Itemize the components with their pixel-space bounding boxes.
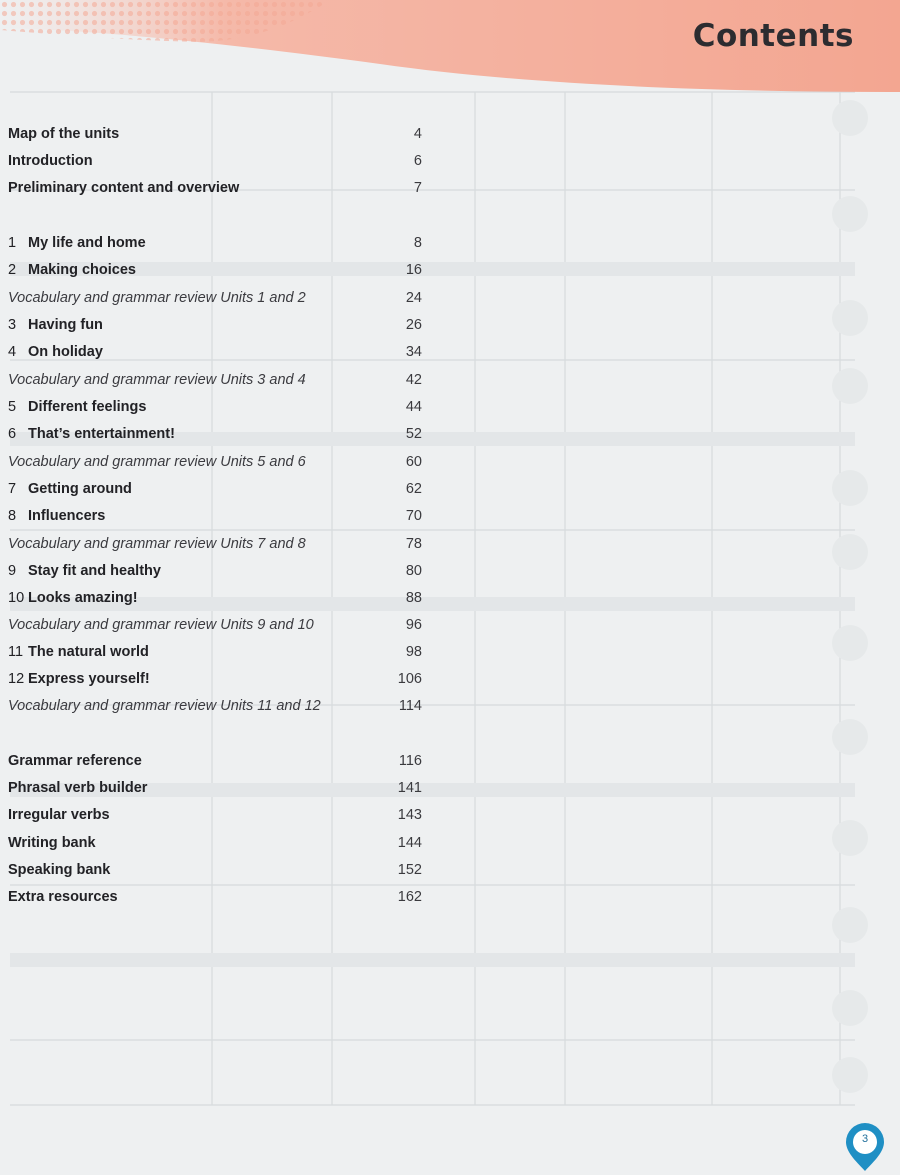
toc-entry[interactable] bbox=[8, 889, 422, 911]
toc-review-entry[interactable] bbox=[8, 617, 422, 639]
unit-title: Express yourself! bbox=[28, 671, 150, 687]
toc-entry-page: 60 bbox=[405, 454, 422, 470]
toc-entry[interactable] bbox=[8, 153, 422, 175]
toc-entry[interactable] bbox=[8, 126, 422, 148]
toc-entry[interactable] bbox=[8, 862, 422, 884]
unit-title: Getting around bbox=[28, 481, 132, 497]
toc-unit-entry[interactable] bbox=[8, 563, 422, 585]
toc-entry-page: 62 bbox=[405, 481, 422, 497]
unit-number: 11 bbox=[8, 644, 24, 660]
toc-entry-page: 141 bbox=[397, 780, 422, 796]
toc-entry-page: 70 bbox=[405, 508, 422, 524]
toc-entry-page: 114 bbox=[398, 698, 422, 714]
toc-entry[interactable] bbox=[8, 835, 422, 857]
review-title: Vocabulary and grammar review Units 3 and 4 bbox=[8, 372, 306, 388]
toc-entry-page: 106 bbox=[397, 671, 422, 687]
unit-title: Looks amazing! bbox=[28, 590, 138, 606]
toc-entry-label: Writing bank bbox=[8, 835, 96, 851]
unit-number: 12 bbox=[8, 671, 25, 687]
toc-entry-page: 116 bbox=[398, 753, 422, 769]
review-title: Vocabulary and grammar review Units 9 and 10 bbox=[8, 617, 314, 633]
page-number: 3 bbox=[861, 1133, 869, 1145]
toc-entry-page: 6 bbox=[413, 153, 422, 169]
unit-number: 1 bbox=[8, 235, 17, 251]
toc-entry-page: 78 bbox=[405, 536, 422, 552]
review-title: Vocabulary and grammar review Units 1 and 2 bbox=[8, 290, 306, 306]
toc-entry-page: 26 bbox=[405, 317, 422, 333]
toc-entry-label: Speaking bank bbox=[8, 862, 111, 878]
toc-unit-entry[interactable] bbox=[8, 590, 422, 612]
review-title: Vocabulary and grammar review Units 11 and 12 bbox=[8, 698, 321, 714]
toc-entry-page: 162 bbox=[397, 889, 422, 905]
toc-entry-label: Grammar reference bbox=[8, 753, 142, 769]
toc-entry-label: Map of the units bbox=[8, 126, 120, 142]
toc-review-entry[interactable] bbox=[8, 698, 422, 720]
unit-title: Stay fit and healthy bbox=[28, 563, 161, 579]
unit-number: 3 bbox=[8, 317, 17, 333]
unit-number: 8 bbox=[8, 508, 17, 524]
toc-unit-entry[interactable] bbox=[8, 317, 422, 339]
toc-entry-page: 42 bbox=[405, 372, 422, 388]
toc-entry[interactable] bbox=[8, 807, 422, 829]
unit-title: Making choices bbox=[28, 262, 136, 278]
toc-entry-page: 96 bbox=[405, 617, 422, 633]
toc-unit-entry[interactable] bbox=[8, 235, 422, 257]
page-number-pin-icon bbox=[842, 1121, 888, 1173]
toc-entry-page: 24 bbox=[405, 290, 422, 306]
toc-unit-entry[interactable] bbox=[8, 481, 422, 503]
toc-entry[interactable] bbox=[8, 180, 422, 202]
toc-entry-page: 88 bbox=[405, 590, 422, 606]
page-title: Contents bbox=[692, 18, 854, 54]
toc-unit-entry[interactable] bbox=[8, 344, 422, 366]
toc-entry[interactable] bbox=[8, 780, 422, 802]
unit-title: That’s entertainment! bbox=[28, 426, 175, 442]
unit-number: 6 bbox=[8, 426, 17, 442]
unit-number: 4 bbox=[8, 344, 17, 360]
toc-entry[interactable] bbox=[8, 753, 422, 775]
toc-entry-label: Introduction bbox=[8, 153, 93, 169]
toc-review-entry[interactable] bbox=[8, 372, 422, 394]
unit-title: Influencers bbox=[28, 508, 106, 524]
toc-unit-entry[interactable] bbox=[8, 671, 422, 693]
toc-entry-page: 52 bbox=[405, 426, 422, 442]
toc-entry-page: 44 bbox=[405, 399, 422, 415]
toc-entry-page: 8 bbox=[413, 235, 422, 251]
review-title: Vocabulary and grammar review Units 7 and 8 bbox=[8, 536, 306, 552]
unit-title: Having fun bbox=[28, 317, 103, 333]
toc-entry-label: Phrasal verb builder bbox=[8, 780, 148, 796]
unit-title: On holiday bbox=[28, 344, 103, 360]
toc-entry-page: 16 bbox=[405, 262, 422, 278]
toc-entry-page: 4 bbox=[413, 126, 422, 142]
toc-entry-page: 7 bbox=[413, 180, 422, 196]
toc-entry-label: Preliminary content and overview bbox=[8, 180, 240, 196]
toc-entry-page: 34 bbox=[405, 344, 422, 360]
unit-title: The natural world bbox=[28, 644, 149, 660]
toc-review-entry[interactable] bbox=[8, 536, 422, 558]
toc-unit-entry[interactable] bbox=[8, 262, 422, 284]
toc-review-entry[interactable] bbox=[8, 454, 422, 476]
unit-title: Different feelings bbox=[28, 399, 147, 415]
toc-entry-page: 143 bbox=[397, 807, 422, 823]
unit-number: 7 bbox=[8, 481, 17, 497]
toc-entry-label: Irregular verbs bbox=[8, 807, 110, 823]
unit-number: 5 bbox=[8, 399, 17, 415]
unit-number: 2 bbox=[8, 262, 17, 278]
review-title: Vocabulary and grammar review Units 5 and 6 bbox=[8, 454, 306, 470]
toc-unit-entry[interactable] bbox=[8, 426, 422, 448]
toc-unit-entry[interactable] bbox=[8, 644, 422, 666]
unit-title: My life and home bbox=[28, 235, 146, 251]
toc-entry-page: 98 bbox=[405, 644, 422, 660]
toc-unit-entry[interactable] bbox=[8, 508, 422, 530]
unit-number: 9 bbox=[8, 563, 17, 579]
toc-review-entry[interactable] bbox=[8, 290, 422, 312]
unit-number: 10 bbox=[8, 590, 25, 606]
toc-unit-entry[interactable] bbox=[8, 399, 422, 421]
toc-entry-page: 152 bbox=[397, 862, 422, 878]
toc-entry-page: 80 bbox=[405, 563, 422, 579]
toc-entry-page: 144 bbox=[397, 835, 422, 851]
toc-entry-label: Extra resources bbox=[8, 889, 118, 905]
